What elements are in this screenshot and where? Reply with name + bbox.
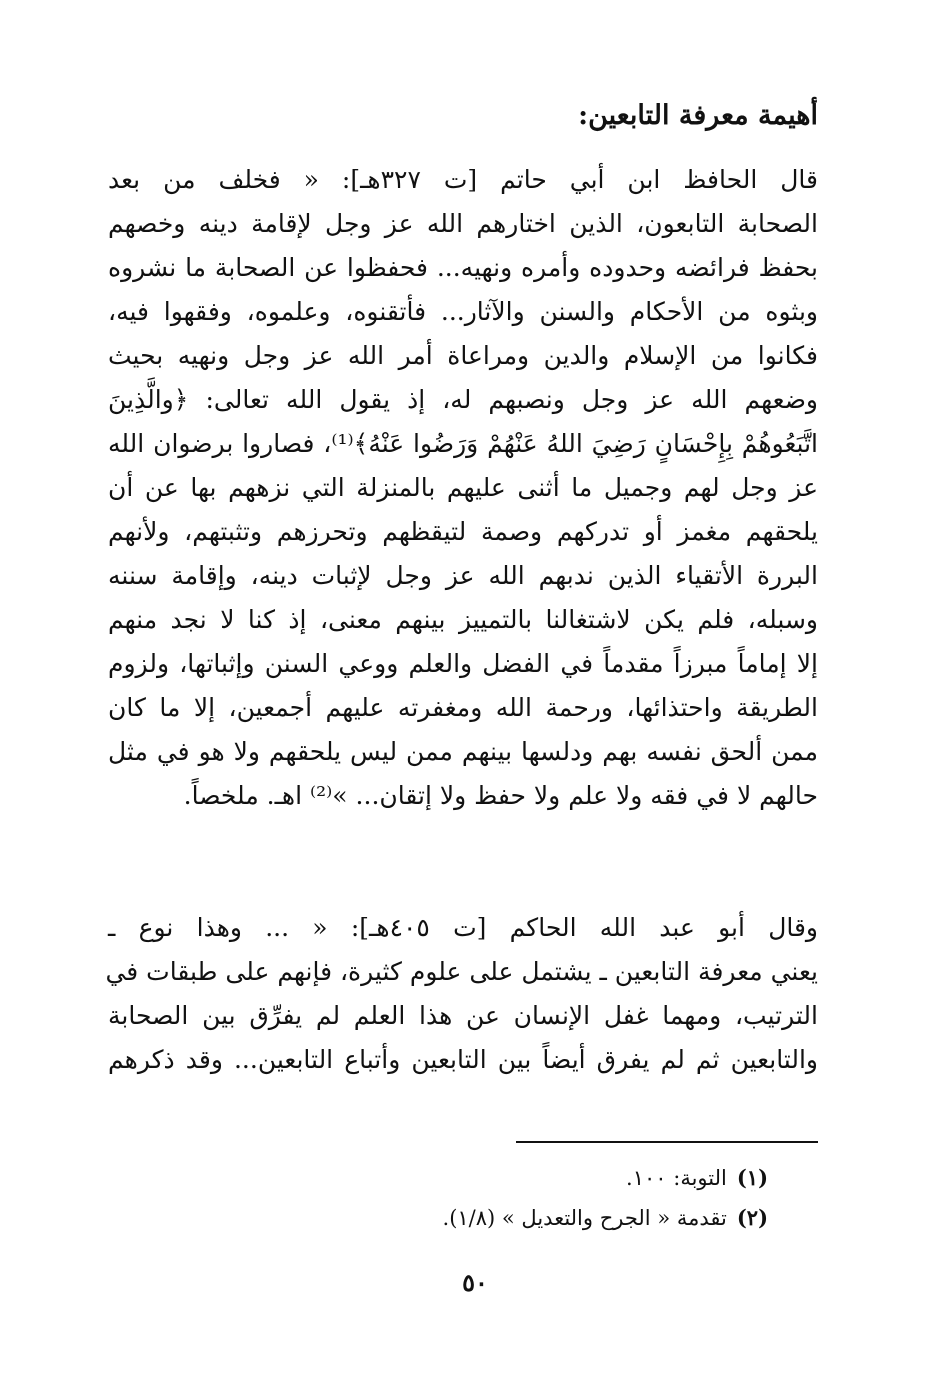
text-line: الصحابة التابعون، الذين اختارهم الله عز وجل لإقامة دينه وخصهم xyxy=(108,209,818,238)
text-line: الترتيب، ومهما غفل الإنسان عن هذا العلم لم يفرِّق بين الصحابة xyxy=(108,1001,818,1030)
footnotes xyxy=(443,1158,768,1238)
text-line: فكانوا من الإسلام والدين ومراعاة أمر الله عز وجل ونهيه بحيث xyxy=(108,341,818,370)
paragraph-al-hakim-quote xyxy=(105,906,819,1082)
text-line: وسبله، فلم يكن لاشتغالنا بالتمييز بينهم معنى، إذ كنا لا نجد منهم xyxy=(108,605,818,634)
text-line: بحفظ فرائضه وحدوده وأمره ونهيه... فحفظوا عن الصحابة ما نشروه xyxy=(108,253,818,282)
footnote-text: تقدمة « الجرح والتعديل » (١/٨). xyxy=(442,1206,727,1230)
text-line: قال الحافظ ابن أبي حاتم [ت ٣٢٧هـ]: « فخلف من بعد xyxy=(108,165,818,194)
footnote-number: (١) xyxy=(736,1165,768,1190)
text-line: وضعهم الله عز وجل ونصبهم له، إذ يقول الله تعالى: ﴿والَّذِينَ xyxy=(108,385,818,414)
footnote-2 xyxy=(443,1198,768,1238)
text-line: إلا إماماً مبرزاً مقدماً في الفضل والعلم ووعي السنن وإثباتها، ولزوم xyxy=(108,649,818,678)
footnote-number: (٢) xyxy=(736,1205,768,1230)
section-heading: أهيمة معرفة التابعين: xyxy=(578,100,818,131)
text-line: يلحقهم مغمز أو تدركهم وصمة لتيقظهم وتحرزهم وتثبتهم، ولأنهم xyxy=(108,517,818,546)
text-line: عز وجل لهم وجميل ما أثنى عليهم بالمنزلة التي نزههم بها عن أن xyxy=(108,473,818,502)
text-line: البررة الأتقياء الذين ندبهم الله عز وجل لإثبات دينه، وإقامة سننه xyxy=(108,561,818,590)
text-line: ممن ألحق نفسه بهم ودلسها بينهم ممن ليس يلحقهم ولا هو في مثل xyxy=(108,737,818,766)
text-line: الطريقة واحتذائها، ورحمة الله ومغفرته عليهم أجمعين، إلا ما كان xyxy=(108,693,818,722)
text-line: وقال أبو عبد الله الحاكم [ت ٤٠٥هـ]: « ... وهذا نوع ـ xyxy=(108,913,819,942)
footnote-1 xyxy=(443,1158,768,1198)
quran-verse-line: اتَّبَعُوهُمْ بِإِحْسَانٍ رَضِيَ اللهُ عَنْهُمْ وَرَضُوا عَنْهُ﴾⁽¹⁾، فصاروا برضوان الله xyxy=(108,429,818,458)
footnote-divider xyxy=(516,1141,818,1143)
text-line: حالهم لا في فقه ولا علم ولا حفظ ولا إتقان... »⁽²⁾ اهـ. ملخصاً. xyxy=(183,781,818,810)
text-line: يعني معرفة التابعين ـ يشتمل على علوم كثيرة، فإنهم على طبقات في xyxy=(105,957,818,986)
text-line: وبثوه من الأحكام والسنن والآثار... فأتقنوه، وعلموه، وفقهوا فيه، xyxy=(108,297,818,326)
page-number: ٥٠ xyxy=(462,1268,488,1297)
footnote-text: التوبة: ١٠٠. xyxy=(626,1166,727,1190)
paragraph-ibn-abi-hatim-quote xyxy=(108,158,818,818)
text-line: والتابعين ثم لم يفرق أيضاً بين التابعين وأتباع التابعين... وقد ذكرهم xyxy=(108,1045,818,1074)
